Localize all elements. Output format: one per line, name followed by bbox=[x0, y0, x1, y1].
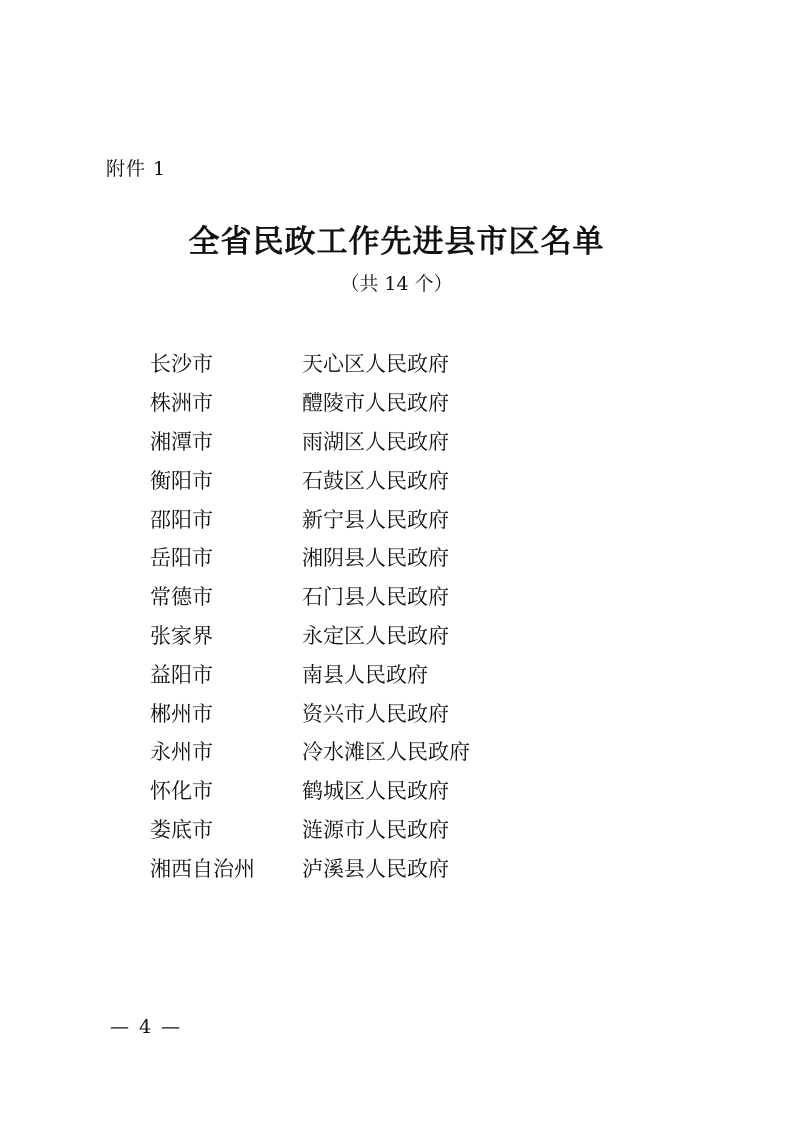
city-name: 岳阳市 bbox=[150, 546, 213, 571]
city-name: 湘西自治州 bbox=[150, 856, 255, 881]
list-item bbox=[150, 499, 650, 538]
award-list bbox=[150, 344, 650, 887]
list-item bbox=[150, 538, 650, 577]
list-item bbox=[150, 422, 650, 461]
city-name: 衡阳市 bbox=[150, 468, 213, 493]
list-item bbox=[150, 344, 650, 383]
government-name: 鹤城区人民政府 bbox=[302, 779, 449, 804]
government-name: 泸溪县人民政府 bbox=[302, 856, 449, 881]
government-name: 雨湖区人民政府 bbox=[302, 429, 449, 454]
government-name: 石鼓区人民政府 bbox=[302, 468, 449, 493]
list-item bbox=[150, 383, 650, 422]
government-name: 石门县人民政府 bbox=[302, 585, 449, 610]
list-item bbox=[150, 654, 650, 693]
city-name: 怀化市 bbox=[150, 779, 213, 804]
list-item bbox=[150, 693, 650, 732]
document-title: 全省民政工作先进县市区名单 bbox=[188, 224, 605, 260]
government-name: 永定区人民政府 bbox=[302, 623, 449, 648]
government-name: 涟源市人民政府 bbox=[302, 817, 449, 842]
city-name: 娄底市 bbox=[150, 817, 213, 842]
city-name: 张家界 bbox=[150, 623, 213, 648]
government-name: 南县人民政府 bbox=[302, 662, 428, 687]
attachment-label: 附件 1 bbox=[106, 158, 167, 180]
city-name: 长沙市 bbox=[150, 352, 213, 377]
list-item bbox=[150, 848, 650, 887]
city-name: 郴州市 bbox=[150, 701, 213, 726]
government-name: 冷水滩区人民政府 bbox=[302, 740, 470, 765]
city-name: 邵阳市 bbox=[150, 507, 213, 532]
government-name: 醴陵市人民政府 bbox=[302, 391, 449, 416]
list-item bbox=[150, 616, 650, 655]
list-item bbox=[150, 460, 650, 499]
page-number: — 4 — bbox=[110, 1016, 183, 1038]
document-subtitle: （共 14 个） bbox=[340, 273, 453, 295]
government-name: 新宁县人民政府 bbox=[302, 507, 449, 532]
list-item bbox=[150, 810, 650, 849]
city-name: 株洲市 bbox=[150, 391, 213, 416]
government-name: 资兴市人民政府 bbox=[302, 701, 449, 726]
city-name: 湘潭市 bbox=[150, 429, 213, 454]
government-name: 湘阴县人民政府 bbox=[302, 546, 449, 571]
city-name: 益阳市 bbox=[150, 662, 213, 687]
list-item bbox=[150, 577, 650, 616]
list-item bbox=[150, 771, 650, 810]
city-name: 永州市 bbox=[150, 740, 213, 765]
city-name: 常德市 bbox=[150, 585, 213, 610]
list-item bbox=[150, 732, 650, 771]
government-name: 天心区人民政府 bbox=[302, 352, 449, 377]
